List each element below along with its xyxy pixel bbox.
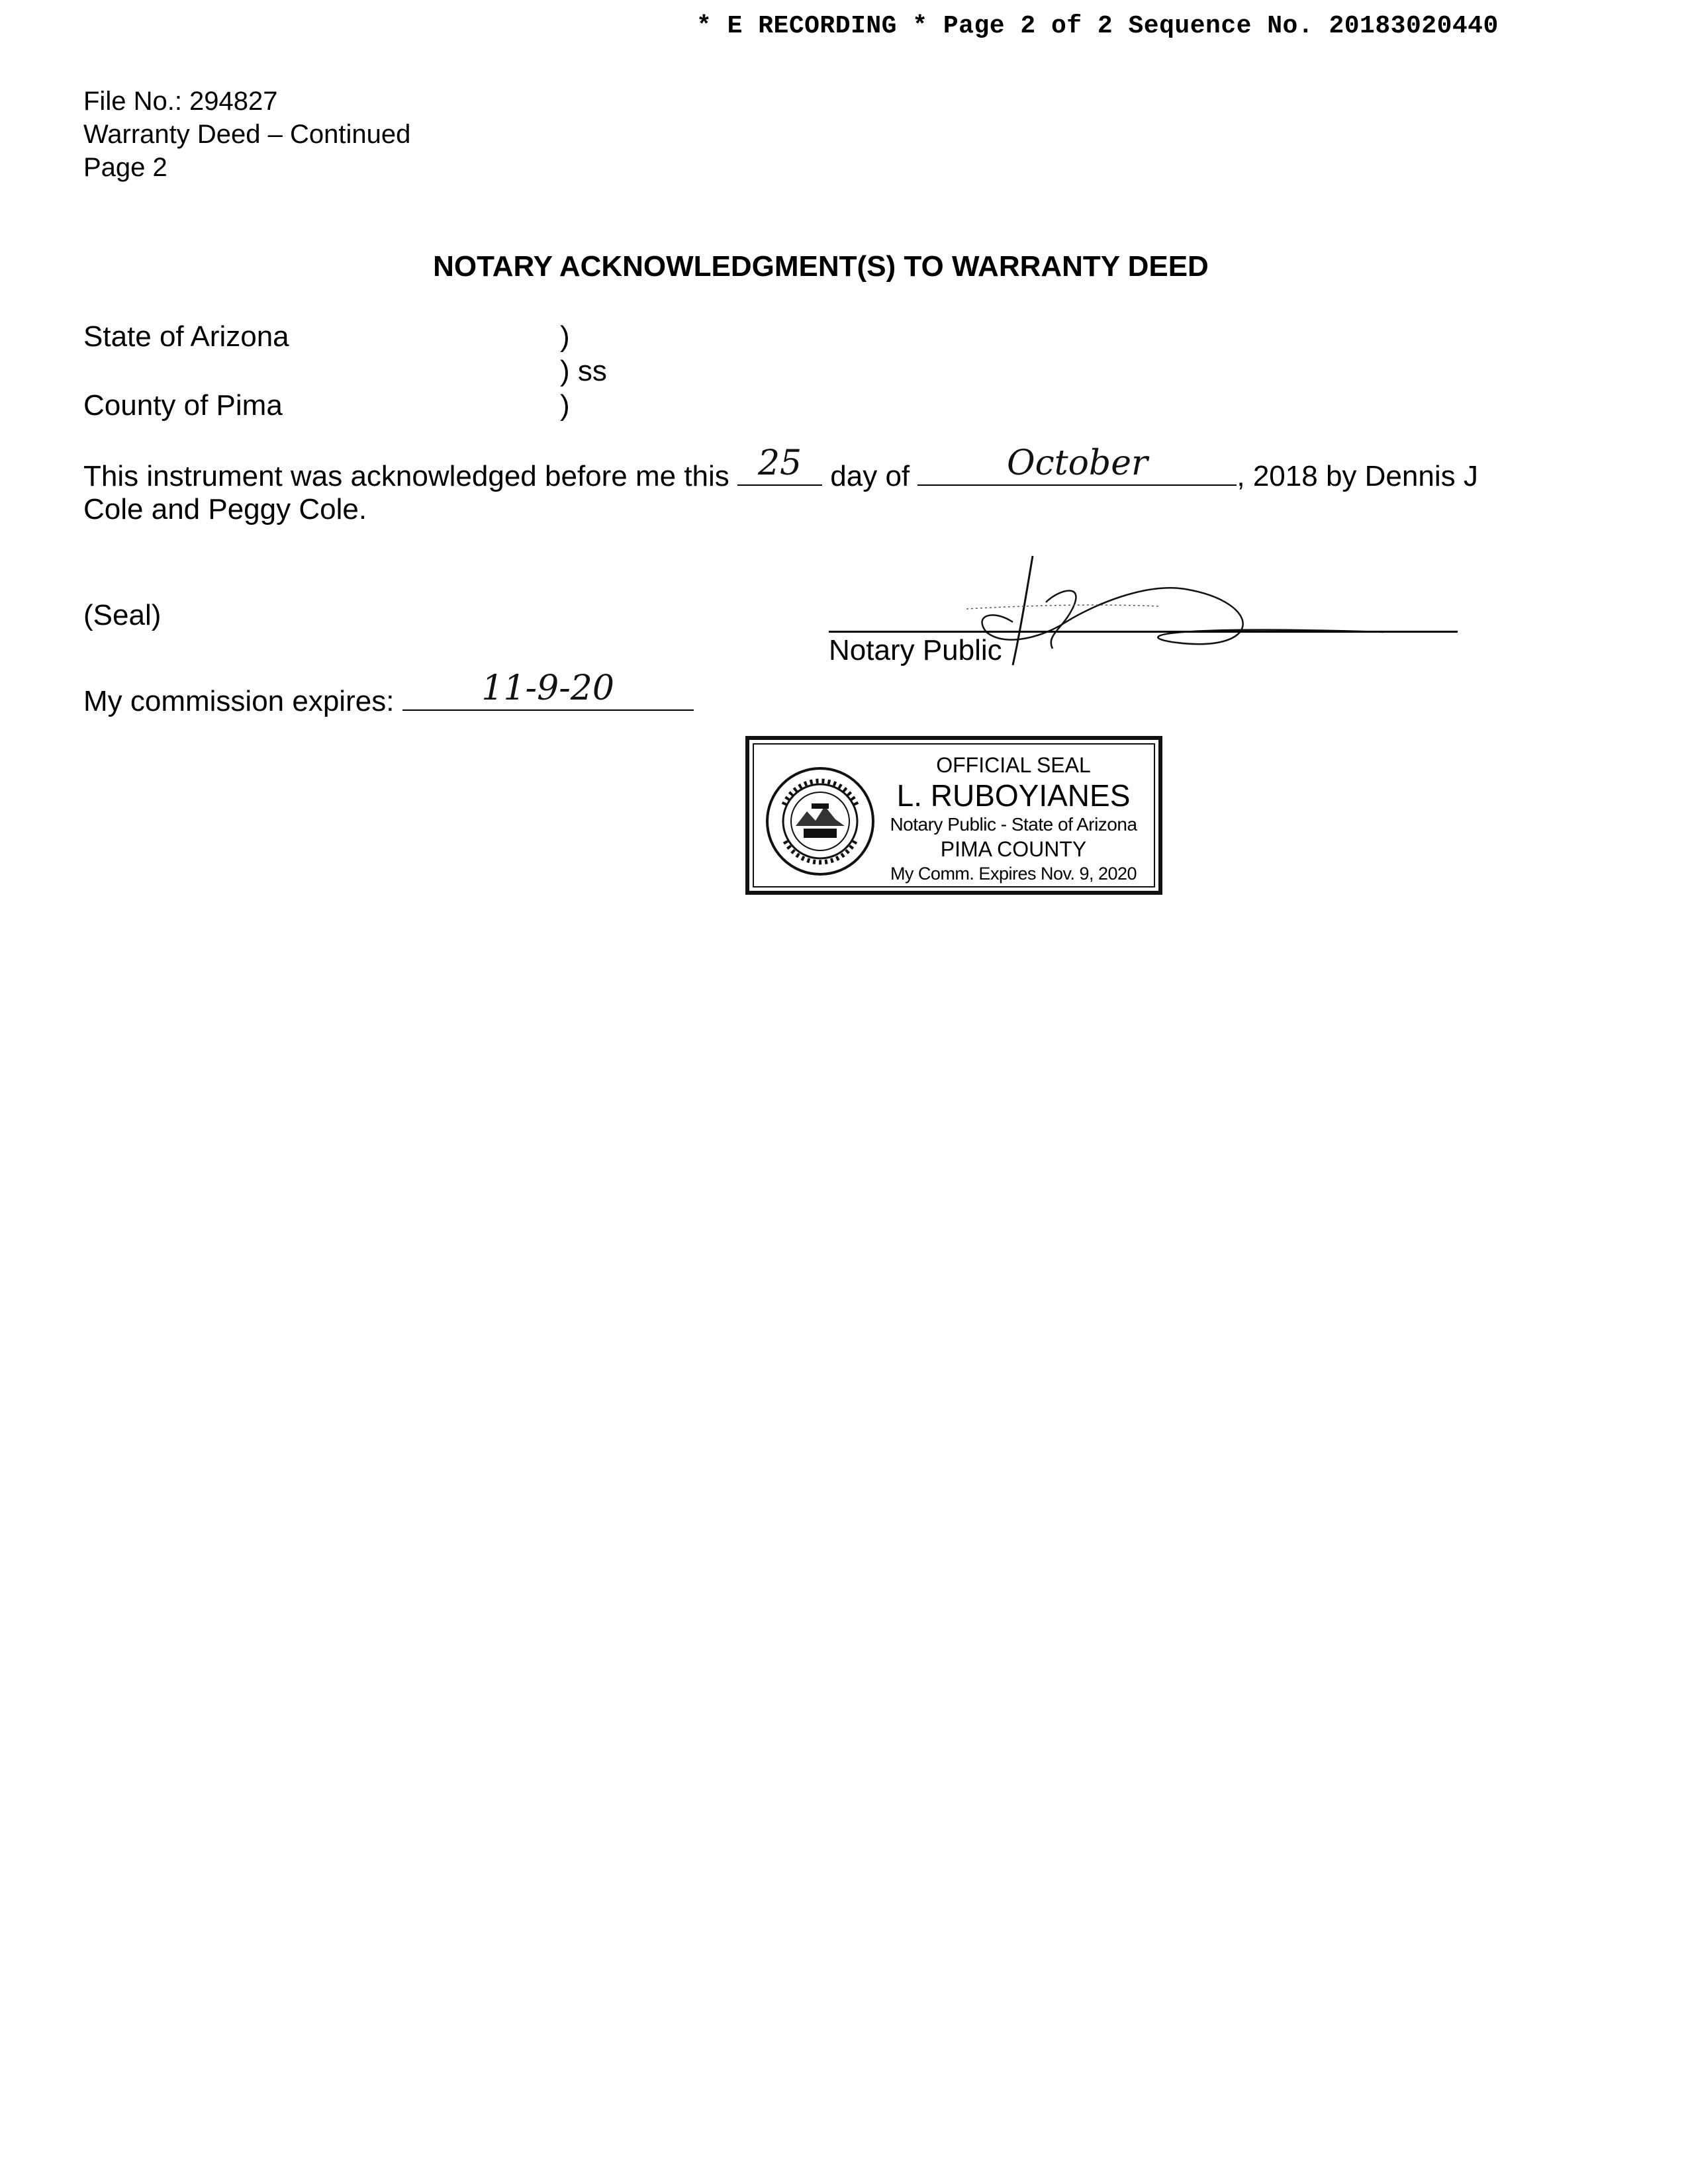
acknowledgment-line-2: Cole and Peggy Cole. (83, 493, 367, 525)
stamp-county: PIMA COUNTY (940, 837, 1087, 861)
commission-date-field (402, 668, 694, 711)
recording-header: * E RECORDING * Page 2 of 2 Sequence No. 20183020440 (696, 12, 1499, 40)
stamp-notary-title: Notary Public - State of Arizona (890, 814, 1137, 835)
ack-text-before-day: This instrument was acknowledged before me this (83, 460, 729, 492)
stamp-notary-name: L. RUBOYIANES (896, 778, 1131, 813)
venue-paren-bottom: ) (560, 389, 570, 422)
month-handwritten: October (1006, 443, 1148, 483)
seal-label: (Seal) (83, 599, 162, 631)
commission-label: My commission expires: (83, 685, 395, 717)
stamp-text-block (875, 752, 1152, 886)
stamp-heading: OFFICIAL SEAL (936, 753, 1091, 777)
day-handwritten: 25 (757, 443, 802, 483)
document-type: Warranty Deed – Continued (83, 120, 411, 149)
arizona-state-seal-icon (764, 765, 876, 878)
venue-county: County of Pima (83, 389, 283, 422)
file-number: File No.: 294827 (83, 87, 278, 116)
month-field (917, 443, 1237, 486)
notary-signature-line (829, 631, 1458, 633)
commission-line (83, 668, 694, 718)
notary-public-label: Notary Public (829, 634, 1002, 666)
ack-text-day-of: day of (830, 460, 910, 492)
commission-date-handwritten: 11-9-20 (481, 668, 614, 708)
acknowledgment-line-1 (83, 443, 1478, 493)
file-info (83, 85, 410, 184)
venue-paren-ss: ) ss (560, 355, 607, 387)
page-title: NOTARY ACKNOWLEDGMENT(S) TO WARRANTY DEED (433, 250, 1209, 283)
ack-text-after-month: , 2018 by Dennis J (1237, 460, 1478, 492)
stamp-expiry: My Comm. Expires Nov. 9, 2020 (890, 864, 1137, 884)
official-notary-stamp (745, 736, 1162, 895)
day-field (737, 443, 822, 486)
page-indicator: Page 2 (83, 153, 167, 182)
venue-state: State of Arizona (83, 320, 289, 353)
venue-paren-top: ) (560, 320, 570, 353)
